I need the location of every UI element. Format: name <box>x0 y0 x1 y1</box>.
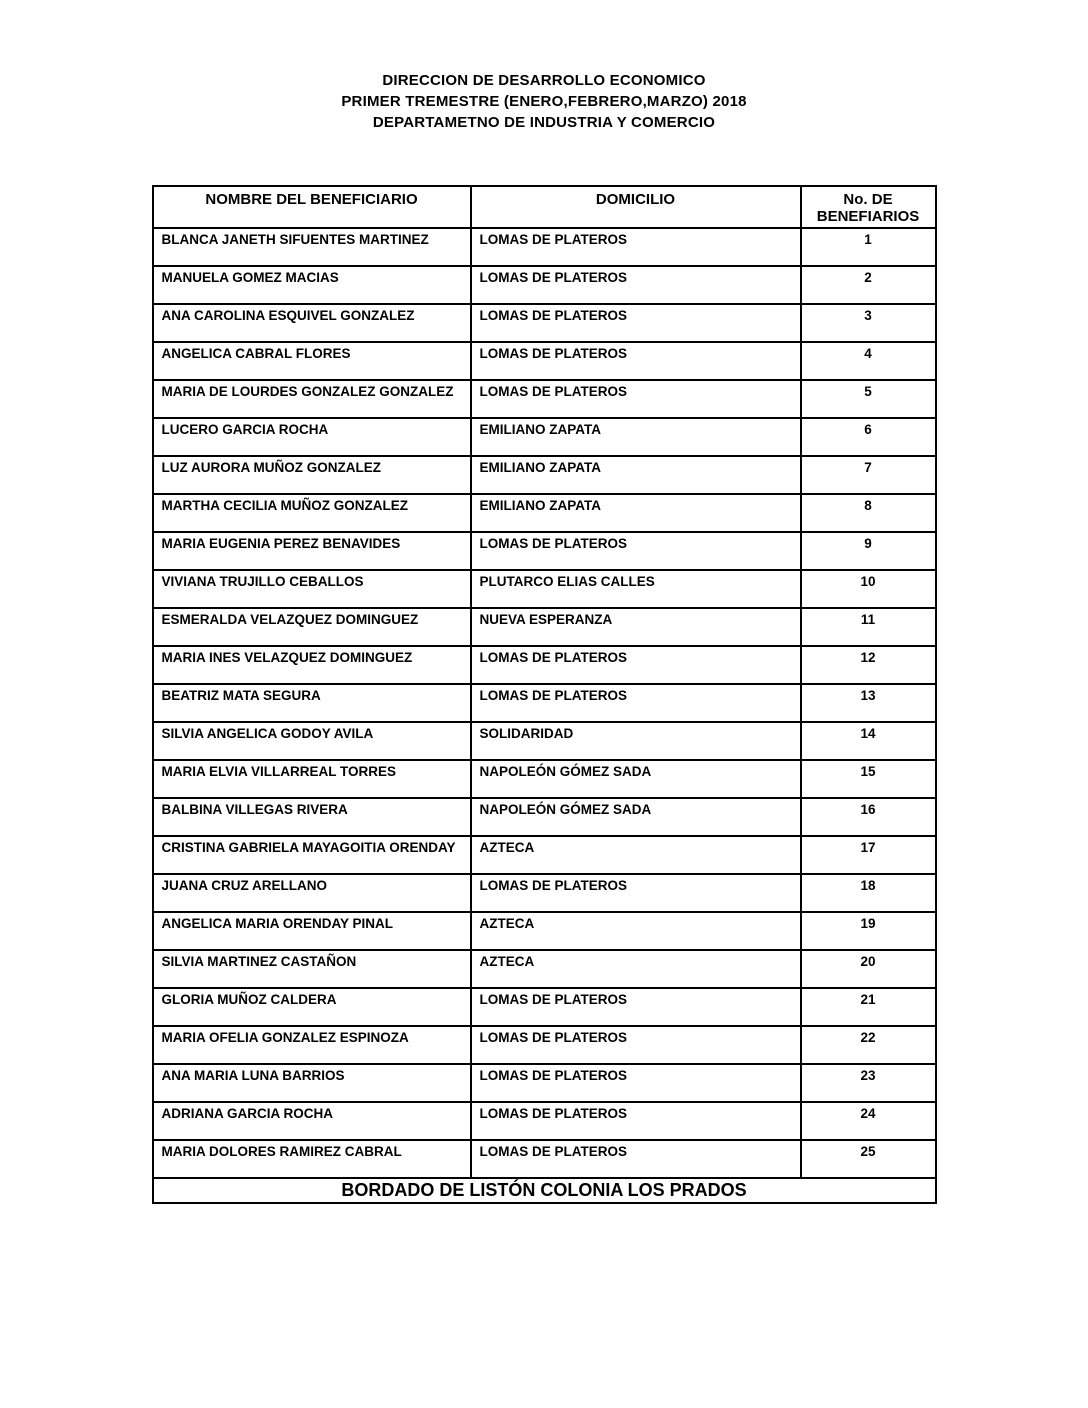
cell-nombre: MARIA DE LOURDES GONZALEZ GONZALEZ <box>153 380 471 418</box>
cell-nombre: MARIA OFELIA GONZALEZ ESPINOZA <box>153 1026 471 1064</box>
table-header-row <box>153 186 936 228</box>
cell-nombre: MANUELA GOMEZ MACIAS <box>153 266 471 304</box>
cell-num-beneficiario: 15 <box>801 760 936 798</box>
cell-num-beneficiario: 9 <box>801 532 936 570</box>
cell-nombre: JUANA CRUZ ARELLANO <box>153 874 471 912</box>
cell-domicilio: LOMAS DE PLATEROS <box>471 646 801 684</box>
cell-domicilio: LOMAS DE PLATEROS <box>471 684 801 722</box>
table-row <box>153 1026 936 1064</box>
cell-nombre: MARIA EUGENIA PEREZ BENAVIDES <box>153 532 471 570</box>
cell-nombre: GLORIA MUÑOZ CALDERA <box>153 988 471 1026</box>
table-row <box>153 342 936 380</box>
table-row <box>153 456 936 494</box>
cell-domicilio: LOMAS DE PLATEROS <box>471 1140 801 1178</box>
cell-num-beneficiario: 6 <box>801 418 936 456</box>
table-row <box>153 912 936 950</box>
table-row <box>153 1102 936 1140</box>
table-row <box>153 1140 936 1178</box>
table-row <box>153 418 936 456</box>
cell-domicilio: LOMAS DE PLATEROS <box>471 228 801 266</box>
table-row <box>153 380 936 418</box>
table-footer-title: BORDADO DE LISTÓN COLONIA LOS PRADOS <box>153 1178 936 1203</box>
cell-domicilio: EMILIANO ZAPATA <box>471 456 801 494</box>
cell-num-beneficiario: 16 <box>801 798 936 836</box>
cell-domicilio: EMILIANO ZAPATA <box>471 418 801 456</box>
table-row <box>153 266 936 304</box>
header-line-trimestre: PRIMER TREMESTRE (ENERO,FEBRERO,MARZO) 2018 <box>341 93 747 110</box>
table-row <box>153 684 936 722</box>
cell-num-beneficiario: 24 <box>801 1102 936 1140</box>
table-row <box>153 494 936 532</box>
header-line-direccion: DIRECCION DE DESARROLLO ECONOMICO <box>382 72 706 89</box>
cell-domicilio: LOMAS DE PLATEROS <box>471 304 801 342</box>
cell-domicilio: LOMAS DE PLATEROS <box>471 874 801 912</box>
cell-num-beneficiario: 21 <box>801 988 936 1026</box>
cell-domicilio: NUEVA ESPERANZA <box>471 608 801 646</box>
cell-domicilio: LOMAS DE PLATEROS <box>471 1026 801 1064</box>
cell-domicilio: LOMAS DE PLATEROS <box>471 380 801 418</box>
column-header-nombre: NOMBRE DEL BENEFICIARIO <box>153 186 471 228</box>
cell-nombre: MARIA INES VELAZQUEZ DOMINGUEZ <box>153 646 471 684</box>
table-body <box>153 228 936 1178</box>
cell-num-beneficiario: 11 <box>801 608 936 646</box>
cell-nombre: ANA MARIA LUNA BARRIOS <box>153 1064 471 1102</box>
cell-num-beneficiario: 13 <box>801 684 936 722</box>
table-row <box>153 722 936 760</box>
cell-num-beneficiario: 5 <box>801 380 936 418</box>
cell-num-beneficiario: 2 <box>801 266 936 304</box>
cell-num-beneficiario: 20 <box>801 950 936 988</box>
document-header <box>0 0 1088 133</box>
header-line-departamento: DEPARTAMETNO DE INDUSTRIA Y COMERCIO <box>372 114 716 131</box>
cell-num-beneficiario: 8 <box>801 494 936 532</box>
cell-nombre: ESMERALDA VELAZQUEZ DOMINGUEZ <box>153 608 471 646</box>
beneficiaries-table <box>152 185 937 1204</box>
table-row <box>153 874 936 912</box>
cell-num-beneficiario: 10 <box>801 570 936 608</box>
cell-domicilio: LOMAS DE PLATEROS <box>471 342 801 380</box>
cell-domicilio: LOMAS DE PLATEROS <box>471 988 801 1026</box>
cell-num-beneficiario: 22 <box>801 1026 936 1064</box>
cell-domicilio: LOMAS DE PLATEROS <box>471 266 801 304</box>
cell-nombre: ADRIANA GARCIA ROCHA <box>153 1102 471 1140</box>
table-row <box>153 950 936 988</box>
cell-num-beneficiario: 25 <box>801 1140 936 1178</box>
cell-num-beneficiario: 18 <box>801 874 936 912</box>
table-row <box>153 532 936 570</box>
table-row <box>153 760 936 798</box>
table-row <box>153 646 936 684</box>
cell-num-beneficiario: 23 <box>801 1064 936 1102</box>
cell-domicilio: EMILIANO ZAPATA <box>471 494 801 532</box>
cell-nombre: VIVIANA TRUJILLO CEBALLOS <box>153 570 471 608</box>
cell-nombre: SILVIA ANGELICA GODOY AVILA <box>153 722 471 760</box>
cell-domicilio: NAPOLEÓN GÓMEZ SADA <box>471 798 801 836</box>
cell-num-beneficiario: 3 <box>801 304 936 342</box>
cell-nombre: BALBINA VILLEGAS RIVERA <box>153 798 471 836</box>
table-row <box>153 608 936 646</box>
cell-num-beneficiario: 7 <box>801 456 936 494</box>
cell-num-beneficiario: 12 <box>801 646 936 684</box>
cell-num-beneficiario: 4 <box>801 342 936 380</box>
column-header-num-beneficiarios: No. DE BENEFIARIOS <box>801 186 936 228</box>
cell-num-beneficiario: 14 <box>801 722 936 760</box>
cell-domicilio: AZTECA <box>471 950 801 988</box>
cell-nombre: ANGELICA MARIA ORENDAY PINAL <box>153 912 471 950</box>
cell-num-beneficiario: 1 <box>801 228 936 266</box>
cell-domicilio: PLUTARCO ELIAS CALLES <box>471 570 801 608</box>
cell-domicilio: LOMAS DE PLATEROS <box>471 1064 801 1102</box>
cell-nombre: CRISTINA GABRIELA MAYAGOITIA ORENDAY <box>153 836 471 874</box>
column-header-domicilio: DOMICILIO <box>471 186 801 228</box>
cell-domicilio: AZTECA <box>471 836 801 874</box>
cell-num-beneficiario: 19 <box>801 912 936 950</box>
cell-num-beneficiario: 17 <box>801 836 936 874</box>
cell-nombre: MARIA DOLORES RAMIREZ CABRAL <box>153 1140 471 1178</box>
table-row <box>153 1064 936 1102</box>
cell-domicilio: NAPOLEÓN GÓMEZ SADA <box>471 760 801 798</box>
table-row <box>153 228 936 266</box>
cell-nombre: LUZ AURORA MUÑOZ GONZALEZ <box>153 456 471 494</box>
table-row <box>153 304 936 342</box>
table-row <box>153 988 936 1026</box>
table-row <box>153 836 936 874</box>
cell-domicilio: SOLIDARIDAD <box>471 722 801 760</box>
cell-nombre: MARIA ELVIA VILLARREAL TORRES <box>153 760 471 798</box>
cell-nombre: ANGELICA CABRAL FLORES <box>153 342 471 380</box>
cell-nombre: BEATRIZ MATA SEGURA <box>153 684 471 722</box>
cell-nombre: ANA CAROLINA ESQUIVEL GONZALEZ <box>153 304 471 342</box>
table-footer-row <box>153 1178 936 1203</box>
cell-nombre: SILVIA MARTINEZ CASTAÑON <box>153 950 471 988</box>
cell-domicilio: LOMAS DE PLATEROS <box>471 1102 801 1140</box>
cell-nombre: LUCERO GARCIA ROCHA <box>153 418 471 456</box>
cell-nombre: BLANCA JANETH SIFUENTES MARTINEZ <box>153 228 471 266</box>
table-row <box>153 570 936 608</box>
cell-domicilio: LOMAS DE PLATEROS <box>471 532 801 570</box>
table-row <box>153 798 936 836</box>
cell-domicilio: AZTECA <box>471 912 801 950</box>
cell-nombre: MARTHA CECILIA MUÑOZ GONZALEZ <box>153 494 471 532</box>
